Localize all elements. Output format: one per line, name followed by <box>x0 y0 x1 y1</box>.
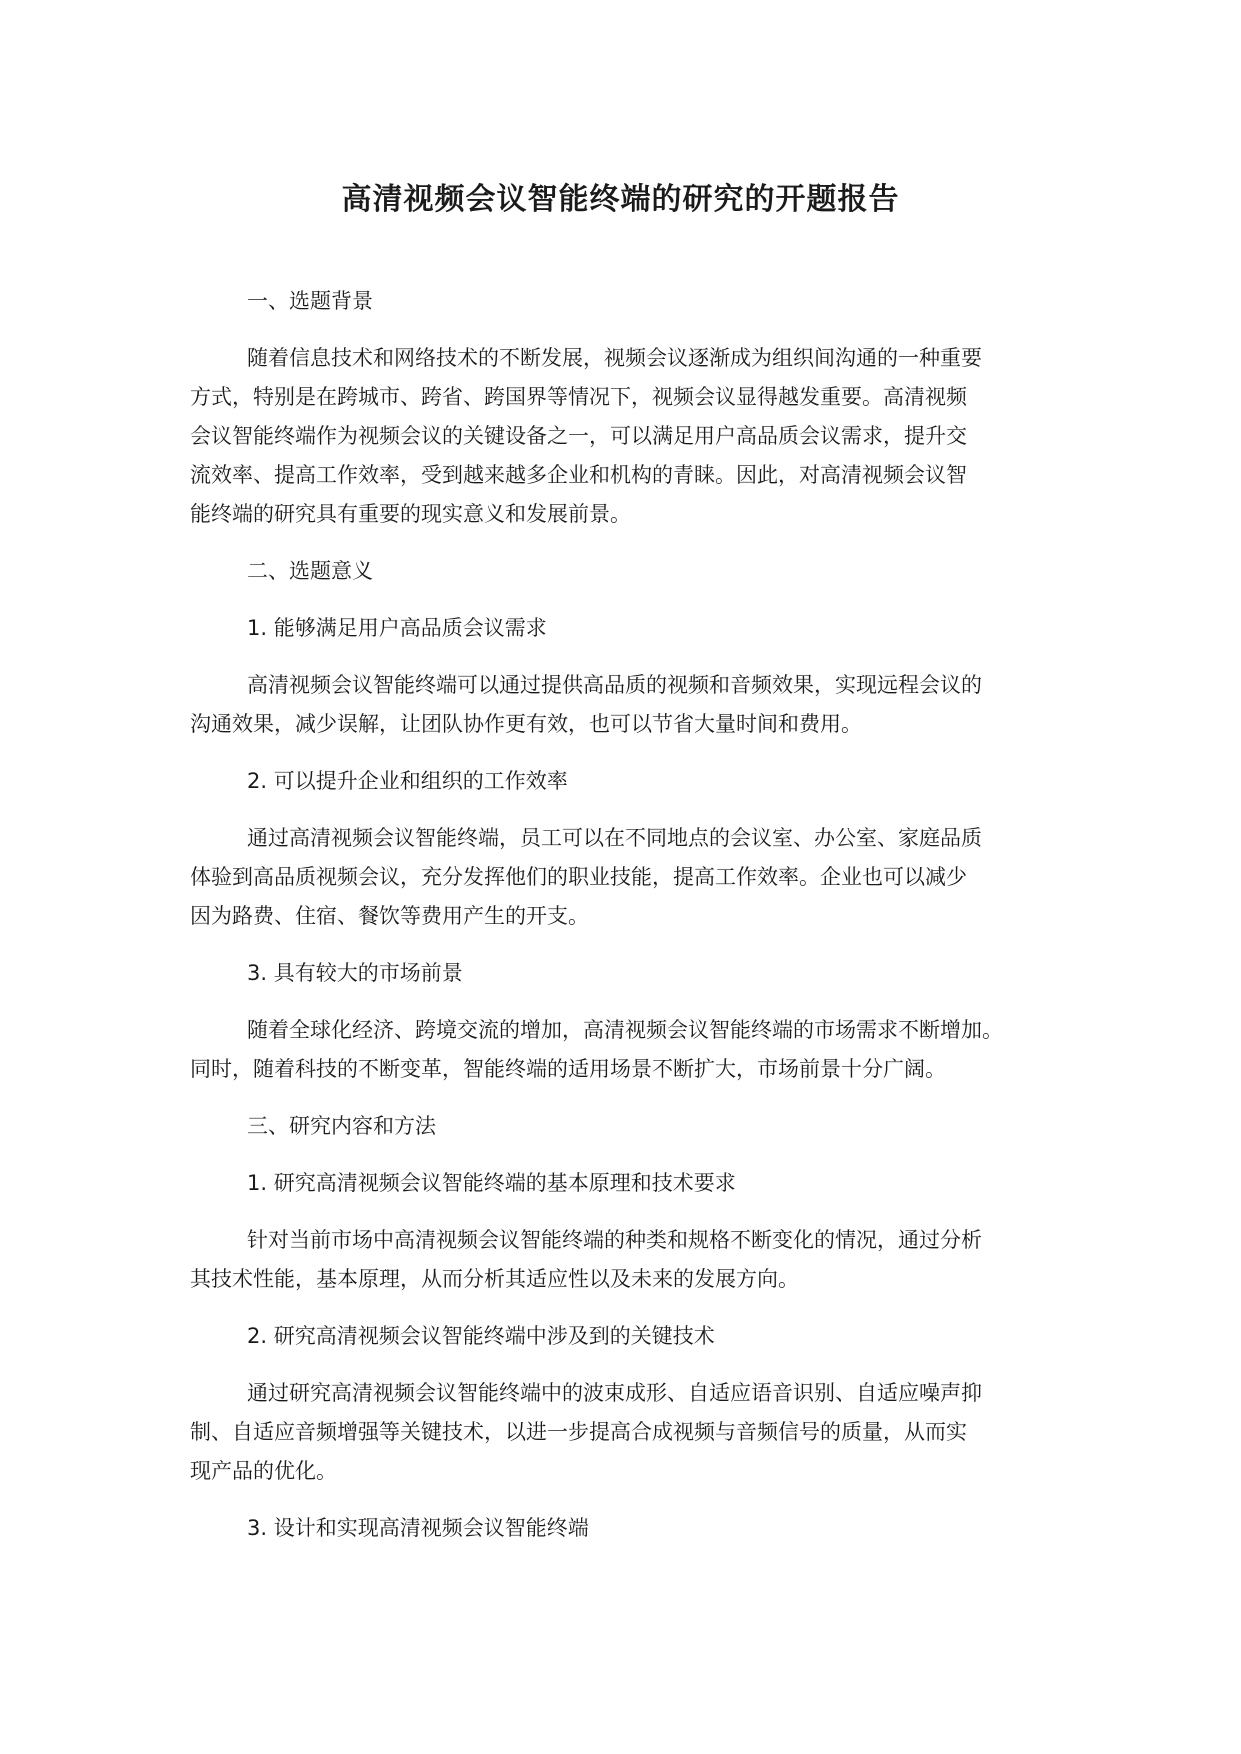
section-heading <box>190 609 1064 648</box>
text-line: 二、选题意义 <box>247 559 373 583</box>
section-heading <box>190 282 1064 321</box>
text-line: 会议智能终端作为视频会议的关键设备之一，可以满足用户高品质会议需求，提升交 <box>190 424 967 448</box>
text-line: 能终端的研究具有重要的现实意义和发展前景。 <box>190 502 631 526</box>
text-line: 三、研究内容和方法 <box>247 1114 436 1138</box>
paragraph <box>190 339 1064 534</box>
section-heading <box>190 762 1064 801</box>
text-line: 通过研究高清视频会议智能终端中的波束成形、自适应语音识别、自适应噪声抑 <box>247 1381 982 1405</box>
paragraph <box>190 1221 1064 1299</box>
text-line: 通过高清视频会议智能终端，员工可以在不同地点的会议室、办公室、家庭品质 <box>247 826 982 850</box>
text-line: 现产品的优化。 <box>190 1459 337 1483</box>
text-line: 沟通效果，减少误解，让团队协作更有效，也可以节省大量时间和费用。 <box>190 712 862 736</box>
text-line: 随着全球化经济、跨境交流的增加，高清视频会议智能终端的市场需求不断增加。 <box>247 1018 1003 1042</box>
text-line: 3. 设计和实现高清视频会议智能终端 <box>247 1516 589 1540</box>
section-heading <box>190 1509 1064 1548</box>
text-line: 其技术性能，基本原理，从而分析其适应性以及未来的发展方向。 <box>190 1267 799 1291</box>
section-heading <box>190 1164 1064 1203</box>
text-line: 随着信息技术和网络技术的不断发展，视频会议逐渐成为组织间沟通的一种重要 <box>247 346 982 370</box>
text-line: 一、选题背景 <box>247 289 373 313</box>
text-line: 3. 具有较大的市场前景 <box>247 961 463 985</box>
text-line: 因为路费、住宿、餐饮等费用产生的开支。 <box>190 904 589 928</box>
text-line: 同时，随着科技的不断变革，智能终端的适用场景不断扩大，市场前景十分广阔。 <box>190 1057 946 1081</box>
text-line: 1. 研究高清视频会议智能终端的基本原理和技术要求 <box>247 1171 736 1195</box>
text-line: 制、自适应音频增强等关键技术，以进一步提高合成视频与音频信号的质量，从而实 <box>190 1420 967 1444</box>
section-heading <box>190 1107 1064 1146</box>
section-heading <box>190 954 1064 993</box>
text-line: 高清视频会议智能终端可以通过提供高品质的视频和音频效果，实现远程会议的 <box>247 673 982 697</box>
section-heading <box>190 552 1064 591</box>
text-line: 流效率、提高工作效率，受到越来越多企业和机构的青睐。因此，对高清视频会议智 <box>190 463 967 487</box>
document-title: 高清视频会议智能终端的研究的开题报告 <box>341 182 900 217</box>
paragraph <box>190 666 1064 744</box>
document-body <box>190 282 1064 1566</box>
text-line: 针对当前市场中高清视频会议智能终端的种类和规格不断变化的情况，通过分析 <box>247 1228 982 1252</box>
section-heading <box>190 1317 1064 1356</box>
text-line: 2. 研究高清视频会议智能终端中涉及到的关键技术 <box>247 1324 715 1348</box>
text-line: 2. 可以提升企业和组织的工作效率 <box>247 769 568 793</box>
text-line: 体验到高品质视频会议，充分发挥他们的职业技能，提高工作效率。企业也可以减少 <box>190 865 967 889</box>
text-line: 1. 能够满足用户高品质会议需求 <box>247 616 547 640</box>
text-line: 方式，特别是在跨城市、跨省、跨国界等情况下，视频会议显得越发重要。高清视频 <box>190 385 967 409</box>
paragraph <box>190 1011 1064 1089</box>
paragraph <box>190 1374 1064 1491</box>
paragraph <box>190 819 1064 936</box>
